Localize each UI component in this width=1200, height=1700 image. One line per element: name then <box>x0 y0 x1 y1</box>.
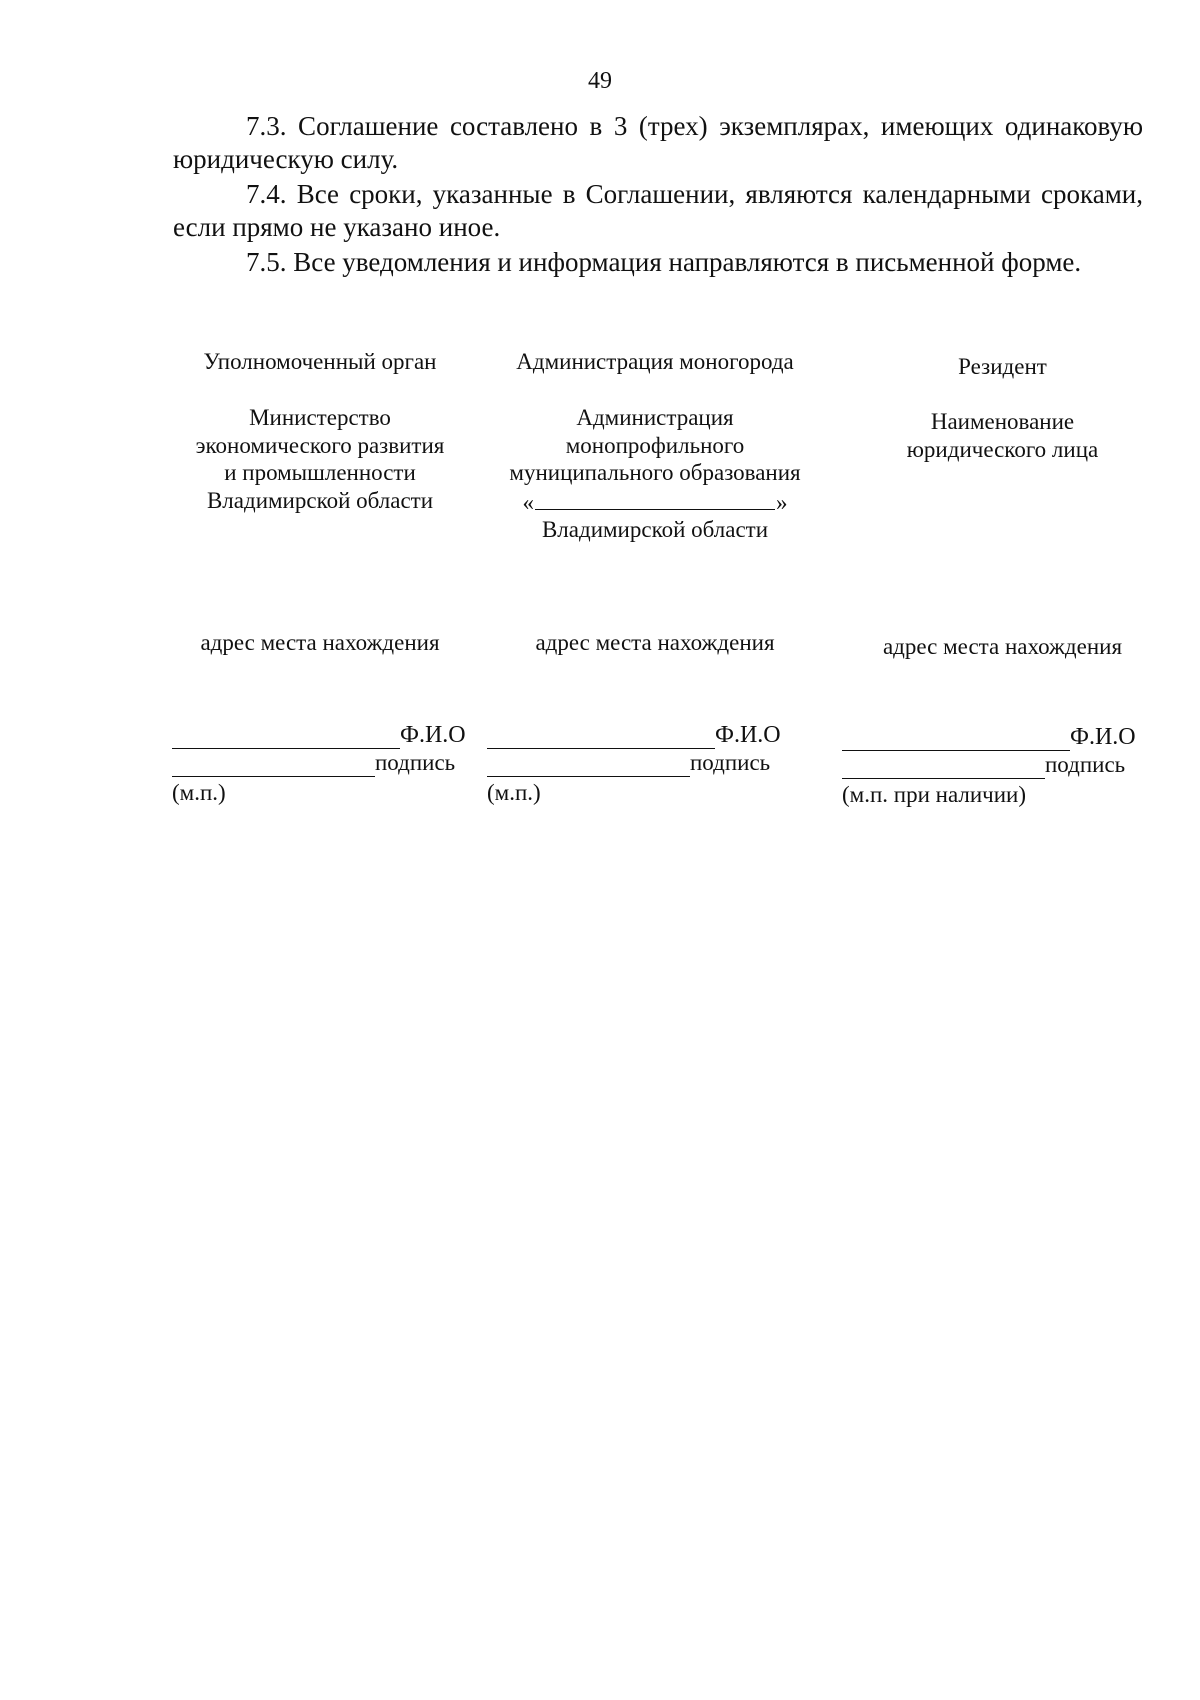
address-label: адрес места нахождения <box>200 630 440 655</box>
signature-label: подпись <box>690 750 771 775</box>
party-org-resident <box>840 408 1165 463</box>
org-line: экономического развития <box>195 432 445 458</box>
municipality-name-blank <box>480 487 830 517</box>
seal-label: (м.п.) <box>487 780 541 805</box>
org-line: монопрофильного <box>565 432 745 458</box>
signature-line <box>842 756 1045 779</box>
org-line: Наименование <box>930 409 1075 434</box>
org-line: юридического лица <box>906 436 1099 462</box>
signature-block-authorized-body <box>172 721 466 807</box>
org-line: Владимирской области <box>206 487 434 513</box>
clause-7-5: 7.5. Все уведомления и информация направляются в письменной форме. <box>246 247 1082 277</box>
quote-open: « <box>522 489 534 515</box>
fio-label: Ф.И.О <box>1070 724 1136 750</box>
fio-line <box>172 726 400 749</box>
seal-label: (м.п.) <box>172 780 226 805</box>
clause-7-4: 7.4. Все сроки, указанные в Соглашении, являются календарными сроками, если прямо не указано иное. <box>173 179 1143 242</box>
party-role-resident: Резидент <box>958 354 1047 379</box>
org-line: Владимирской области <box>541 517 769 542</box>
party-org-administration <box>480 404 830 544</box>
fio-label: Ф.И.О <box>400 722 466 748</box>
closing-clauses <box>173 110 1143 281</box>
address-label: адрес места нахождения <box>535 630 775 655</box>
org-line: Министерство <box>249 405 391 430</box>
quote-close: » <box>776 489 788 515</box>
fio-line <box>842 728 1070 751</box>
party-org-authorized-body <box>170 404 470 514</box>
fio-label: Ф.И.О <box>715 722 781 748</box>
party-role-administration: Администрация моногорода <box>516 349 794 374</box>
org-line: муниципального образования <box>509 460 801 485</box>
signature-block-administration <box>487 721 781 807</box>
signature-block-resident <box>842 723 1136 809</box>
page-number: 49 <box>588 68 612 94</box>
signature-label: подпись <box>1045 752 1126 777</box>
address-label: адрес места нахождения <box>882 634 1123 659</box>
org-line: Администрация <box>576 405 734 430</box>
fio-line <box>487 726 715 749</box>
signature-line <box>172 754 375 777</box>
org-line: и промышленности <box>224 460 416 485</box>
clause-7-3: 7.3. Соглашение составлено в 3 (трех) экземплярах, имеющих одинаковую юридическую силу. <box>173 111 1143 174</box>
signature-line <box>487 754 690 777</box>
blank-line <box>535 487 775 510</box>
party-role-authorized-body: Уполномоченный орган <box>203 349 437 374</box>
signature-label: подпись <box>375 750 456 775</box>
seal-label: (м.п. при наличии) <box>842 782 1026 807</box>
